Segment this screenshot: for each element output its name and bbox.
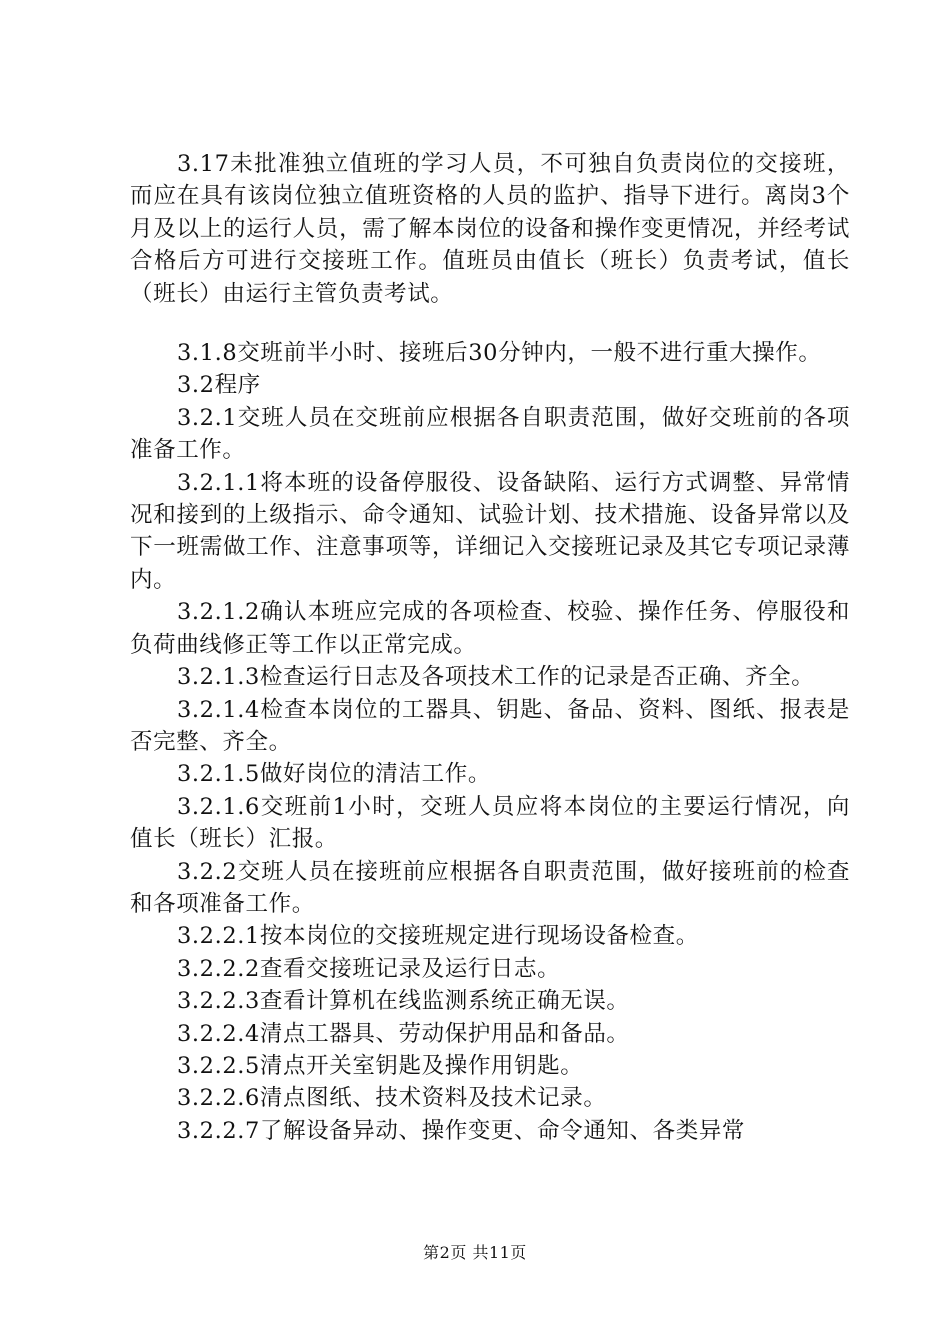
paragraph-3-17: 3.17未批准独立值班的学习人员，不可独自负责岗位的交接班，而应在具有该岗位独立值班资格的人员的监护、指导下进行。离岗3个月及以上的运行人员，需了解本岗位的设备和操作变更情况，并经考试合格后方可进行交接班工作。值班员由值长（班长）负责考试，值长（班长）由运行主管负责考试。 bbox=[130, 151, 850, 307]
paragraph-3-2-1-3: 3.2.1.3检查运行日志及各项技术工作的记录是否正确、齐全。 bbox=[177, 664, 815, 691]
paragraph-3-2-2-6: 3.2.2.6清点图纸、技术资料及技术记录。 bbox=[177, 1085, 607, 1112]
page-footer bbox=[0, 1240, 950, 1263]
paragraph-3-2-1: 3.2.1交班人员在交班前应根据各自职责范围，做好交班前的各项准备工作。 bbox=[130, 404, 850, 464]
paragraph-3-2-1-5: 3.2.1.5做好岗位的清洁工作。 bbox=[177, 761, 491, 788]
paragraph-3-2-1-4: 3.2.1.4检查本岗位的工器具、钥匙、备品、资料、图纸、报表是否完整、齐全。 bbox=[130, 696, 850, 755]
paragraph-3-2-1-6: 3.2.1.6交班前1小时，交班人员应将本岗位的主要运行情况，向值长（班长）汇报。 bbox=[130, 793, 850, 853]
paragraph-3-2-2-2: 3.2.2.2查看交接班记录及运行日志。 bbox=[177, 955, 561, 982]
paragraph-3-2-2-1: 3.2.2.1按本岗位的交接班规定进行现场设备检查。 bbox=[177, 923, 699, 950]
page-number-label: 第2页 共11页 bbox=[423, 1243, 527, 1262]
paragraph-3-2-1-2: 3.2.1.2确认本班应完成的各项检查、校验、操作任务、停服役和负荷曲线修正等工作以正常完成。 bbox=[130, 599, 850, 658]
section-heading-3-2: 3.2程序 bbox=[177, 372, 261, 399]
document-body bbox=[130, 148, 850, 1147]
paragraph-3-2-2-7: 3.2.2.7了解设备异动、操作变更、命令通知、各类异常 bbox=[177, 1117, 746, 1144]
paragraph-3-2-1-1: 3.2.1.1将本班的设备停服役、设备缺陷、运行方式调整、异常情况和接到的上级指示、命令通知、试验计划、技术措施、设备异常以及下一班需做工作、注意事项等，详细记入交接班记录及其它专项记录薄内。 bbox=[130, 469, 850, 593]
paragraph-3-2-2: 3.2.2交班人员在接班前应根据各自职责范围，做好接班前的检查和各项准备工作。 bbox=[130, 858, 850, 917]
paragraph-3-1-8: 3.1.8交班前半小时、接班后30分钟内，一般不进行重大操作。 bbox=[177, 340, 822, 367]
paragraph-3-2-2-5: 3.2.2.5清点开关室钥匙及操作用钥匙。 bbox=[177, 1052, 584, 1079]
paragraph-3-2-2-3: 3.2.2.3查看计算机在线监测系统正确无误。 bbox=[177, 988, 630, 1015]
paragraph-3-2-2-4: 3.2.2.4清点工器具、劳动保护用品和备品。 bbox=[177, 1020, 630, 1047]
